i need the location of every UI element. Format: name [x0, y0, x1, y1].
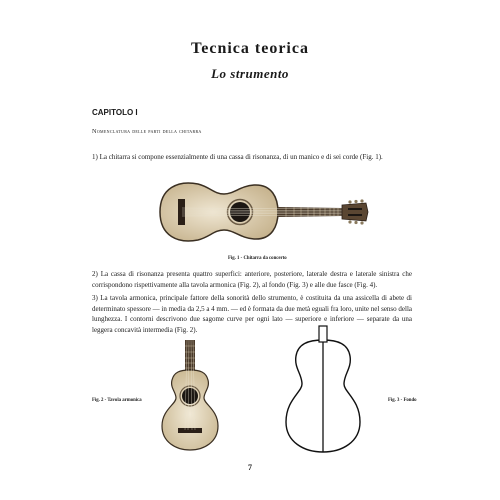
guitar-back-figure [268, 322, 378, 454]
chapter-heading: CAPITOLO I [92, 108, 138, 117]
figure-3-caption: Fig. 3 - Fondo [388, 398, 417, 403]
paragraph-1: 1) La chitarra si compone essenzialmente di una cassa di risonanza, di un manico e di sei corde (Fig. 1). [92, 153, 383, 161]
paragraph-3: 3) La tavola armonica, principale fattore della sonorità dello strumento, è costituita da una assicella di abete di determinato spessore — in media da 2,5 a 4 mm. — ed è formata da due metà eguali fra loro, unite nel senso della lunghezza. I contorni descrivono due sagome curve per ogni lato — superiore e inferiore — separate da una leggera concavità intermedia (Fig. 2). [92, 294, 412, 334]
page-title: Tecnica teorica [191, 40, 309, 57]
page-subtitle: Lo strumento [211, 66, 289, 81]
figure-2-caption: Fig. 2 - Tavola armonica [92, 398, 142, 403]
soundboard-figure [152, 340, 228, 452]
section-heading: Nomenclatura delle parti della chitarra [92, 128, 202, 135]
paragraph-2: 2) La cassa di risonanza presenta quattro superfici: anteriore, posteriore, laterale destra e laterale sinistra che corrispondono rispettivamente alla tavola armonica (Fig. 2), al fondo (Fig. 3) e alle due fasce (Fig. 4). [92, 270, 412, 289]
page-number: 7 [248, 463, 252, 472]
figure-1-caption: Fig. 1 - Chitarra da concerto [228, 256, 287, 261]
concert-guitar-figure [140, 172, 370, 252]
